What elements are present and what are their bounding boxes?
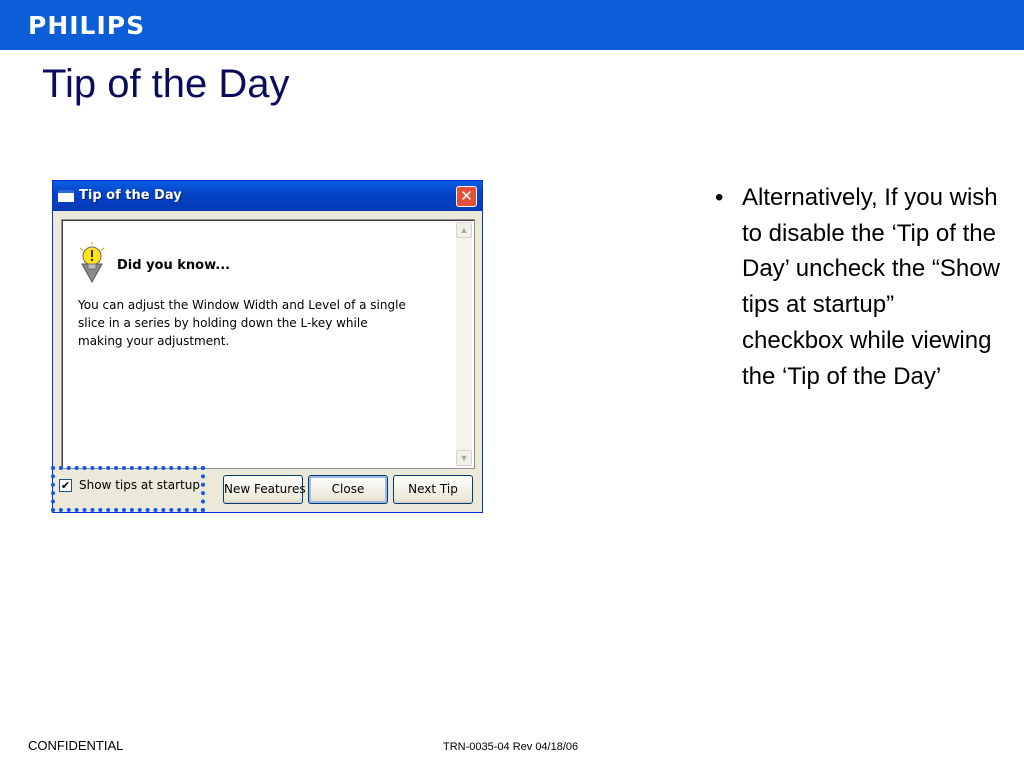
scroll-up-icon[interactable]: ▲: [456, 222, 472, 238]
did-you-know-heading: Did you know...: [117, 258, 231, 273]
close-icon[interactable]: ✕: [456, 186, 477, 207]
tip-scrollbar[interactable]: [456, 222, 472, 466]
tip-of-the-day-dialog: [52, 180, 483, 513]
close-button[interactable]: Close: [308, 475, 388, 504]
next-tip-button[interactable]: Next Tip: [393, 475, 473, 504]
scroll-down-icon[interactable]: ▼: [456, 450, 472, 466]
header-bar: [0, 0, 1024, 50]
lightbulb-icon: [79, 242, 105, 286]
dialog-title: Tip of the Day: [79, 188, 182, 203]
check-icon: ✔: [60, 479, 71, 492]
show-tips-label[interactable]: Show tips at startup: [79, 478, 200, 492]
bullet-item: Alternatively, If you wish to disable the ‘Tip of the Day’ uncheck the “Show tips at startup” checkbox while viewing the ‘Tip of the Day’: [742, 184, 1000, 390]
footer-confidential: CONFIDENTIAL: [28, 738, 124, 753]
bullet-marker: •: [715, 184, 724, 211]
dialog-titlebar[interactable]: [53, 181, 482, 211]
tip-text: You can adjust the Window Width and Level of a single slice in a series by holding down the L-key while making your adjustment.: [78, 298, 406, 348]
new-features-button[interactable]: New Features: [223, 475, 303, 504]
checkbox-highlight: [51, 466, 205, 512]
tip-panel: [61, 219, 475, 469]
footer-doc-id: TRN-0035-04 Rev 04/18/06: [443, 741, 579, 753]
philips-logo: PHILIPS: [28, 11, 146, 40]
page-title: Tip of the Day: [42, 62, 290, 106]
window-icon: [58, 190, 74, 202]
